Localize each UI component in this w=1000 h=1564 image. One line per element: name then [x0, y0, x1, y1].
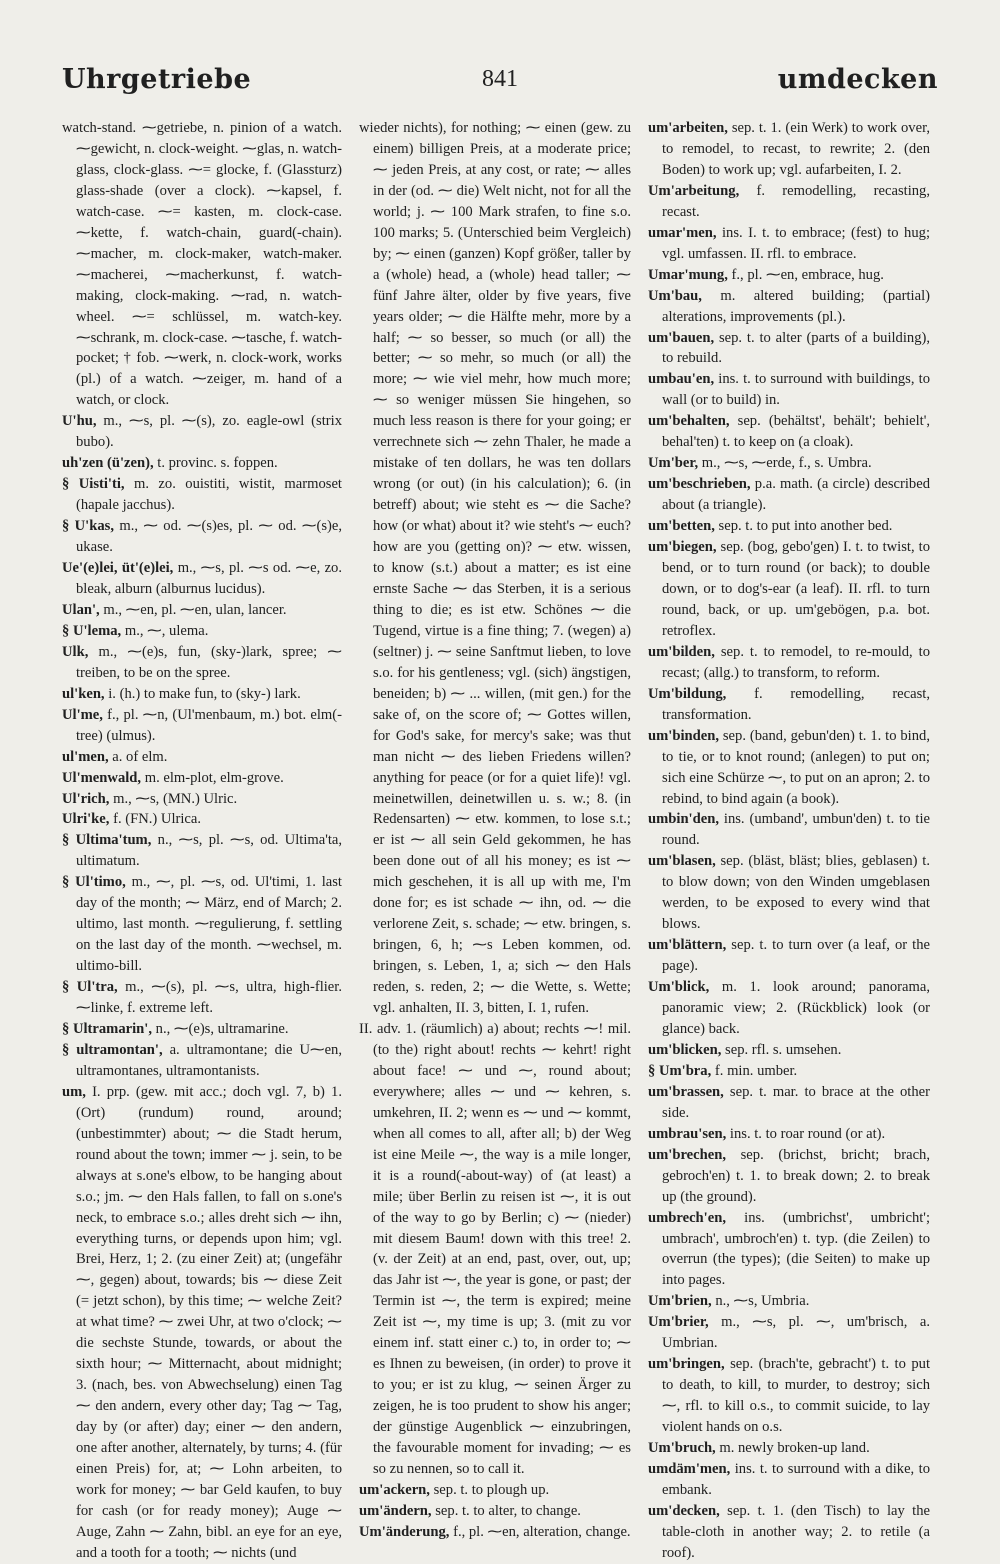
- dictionary-entry: [62, 1082, 342, 1564]
- entry-headword: § Um'bra,: [648, 1062, 712, 1079]
- header-left-word: Uhrgetriebe: [62, 64, 252, 95]
- dictionary-entry: [62, 118, 342, 411]
- column-right: [648, 118, 931, 1561]
- entry-definition: n., ⁓s, pl. ⁓s, od. Ultima'ta, ultimatum.: [76, 832, 343, 870]
- entry-headword: Ul'menwald,: [62, 769, 142, 786]
- dictionary-entry: [359, 1501, 631, 1522]
- dictionary-entry: [648, 1082, 930, 1124]
- entry-headword: Umar'mung,: [648, 266, 728, 283]
- entry-definition: II. adv. 1. (räumlich) a) about; rechts ⁓! mil. (to the) right about! rechts ⁓ kehrt! right about face! ⁓ und ⁓, round about; everywhere; alles ⁓ und ⁓ kehren, s. umkehren, II. 2; wenn es ⁓ und ⁓ kommt, when all comes to all, after all; b) der Weg ist eine Meile ⁓, the way is a mile longer, it is a round(-about-way) of (at least) a mile; über Berlin zu reisen ist ⁓, it is out of the way to go by Berlin; c) ⁓ (nieder) mit diesem Baum! down with this tree! 2. (v. der Zeit) at an end, past, over, out, up; das Jahr ist ⁓, the year is gone, or past; der Termin ist ⁓, the term is expired; meine Zeit ist ⁓, my time is up; 3. (mit zu vor einem inf. statt einer c.) to, in order to; ⁓ es Ihnen zu beweisen, (in order) to prove it to you; er ist zu klug, ⁓ seinen Ärger zu zeigen, he is too prudent to show his anger; der günstige Augenblick ⁓ einzubringen, the favourable moment for invading; ⁓ es so zu nennen, so to call it.: [359, 1020, 631, 1477]
- dictionary-entry: [648, 181, 930, 223]
- dictionary-entry: [62, 789, 342, 810]
- dictionary-entry: [62, 830, 342, 872]
- entry-headword: umbin'den,: [648, 811, 719, 828]
- entry-headword: Um'ber,: [648, 455, 699, 472]
- entry-definition: watch-stand. ⁓getriebe, n. pinion of a watch. ⁓gewicht, n. clock-weight. ⁓glas, n. watch-glass, clock-glass. ⁓= glocke, f. (Glassturz) glass-shade (over a clock). ⁓kapsel, f. watch-case. ⁓= kasten, m. clock-case. ⁓kette, f. watch-chain, guard(-chain). ⁓macher, m. clock-maker, watch-maker. ⁓macherei, ⁓macherkunst, f. watch-making, clock-making. ⁓rad, n. watch-wheel. ⁓= schlüssel, m. watch-key. ⁓schrank, m. clock-case. ⁓tasche, f. watch-pocket; † fob. ⁓werk, n. clock-work, works (pl.) of a watch. ⁓zeiger, m. hand of a watch, or clock.: [62, 120, 342, 409]
- entry-headword: um'biegen,: [648, 539, 717, 556]
- entry-headword: um'betten,: [648, 518, 715, 535]
- entry-definition: ins. t. to surround with buildings, to wall (or to build) in.: [662, 371, 931, 409]
- entry-headword: umar'men,: [648, 224, 717, 241]
- entry-definition: m. zo. ouistiti, wistit, marmoset (hapale jacchus).: [76, 476, 342, 514]
- dictionary-entry: [648, 328, 930, 370]
- entry-definition: sep. t. 1. (ein Werk) to work over, to remodel, to recast, to rewrite; 2. (den Boden) to work up; vgl. aufarbeiten, I. 2.: [662, 120, 931, 178]
- entry-definition: ins. t. to roar round (or at).: [729, 1125, 886, 1142]
- entry-definition: n., ⁓(e)s, ultramarine.: [155, 1020, 289, 1037]
- entry-headword: Ulri'ke,: [62, 811, 110, 828]
- entry-headword: uh'zen (ü'zen),: [62, 455, 154, 472]
- dictionary-entry: [62, 747, 342, 768]
- dictionary-entry: [62, 1019, 342, 1040]
- entry-headword: umbau'en,: [648, 371, 715, 388]
- entry-headword: § Uisti'ti,: [62, 476, 125, 493]
- entry-headword: um'brechen,: [648, 1146, 726, 1163]
- entry-headword: um'decken,: [648, 1502, 720, 1519]
- dictionary-entry: [62, 1040, 342, 1082]
- entry-definition: f., pl. ⁓en, embrace, hug.: [731, 266, 884, 283]
- dictionary-entry: [359, 118, 631, 1019]
- dictionary-entry: [648, 726, 930, 810]
- entry-definition: sep. t. to turn over (a leaf, or the page).: [662, 937, 931, 975]
- entry-headword: Ue'(e)lei, üt'(e)lei,: [62, 560, 174, 577]
- dictionary-entry: [62, 768, 342, 789]
- dictionary-entry: [62, 516, 342, 558]
- dictionary-entry: [648, 1040, 930, 1061]
- entry-definition: f. remodelling, recast, transformation.: [662, 685, 930, 723]
- dictionary-entry: [648, 809, 930, 851]
- entry-definition: sep. (bläst, bläst; blies, geblasen) t. to blow down; von den Winden umgeblasen werden, to be exposed to every wind that blows.: [662, 853, 930, 933]
- dictionary-entry: [648, 516, 930, 537]
- entry-definition: a. of elm.: [112, 748, 168, 765]
- dictionary-entry: [648, 1124, 930, 1145]
- dictionary-entry: [648, 223, 930, 265]
- entry-headword: § U'kas,: [62, 518, 114, 535]
- entry-headword: ul'men,: [62, 748, 109, 765]
- entry-headword: um'brassen,: [648, 1083, 724, 1100]
- entry-headword: Um'bau,: [648, 287, 702, 304]
- dictionary-entry: [359, 1019, 631, 1480]
- entry-definition: m., ⁓(s), pl. ⁓s, ultra, high-flier. ⁓linke, f. extreme left.: [76, 979, 342, 1017]
- entry-headword: Ul'me,: [62, 706, 103, 723]
- entry-headword: um'arbeiten,: [648, 120, 728, 136]
- entry-headword: um'blättern,: [648, 937, 727, 954]
- entry-headword: Ulk,: [62, 643, 89, 660]
- entry-headword: um'binden,: [648, 727, 719, 744]
- entry-definition: sep. t. to alter, to change.: [435, 1502, 581, 1519]
- entry-definition: f., pl. ⁓en, alteration, change.: [453, 1523, 631, 1540]
- entry-headword: § U'lema,: [62, 622, 122, 639]
- entry-definition: sep. (behältst', behält'; behielt', behal'ten) t. to keep on (a cloak).: [662, 413, 930, 451]
- entry-headword: U'hu,: [62, 413, 97, 430]
- entry-headword: um'ackern,: [359, 1481, 430, 1498]
- dictionary-entry: [648, 1354, 930, 1438]
- entry-definition: i. (h.) to make fun, to (sky-) lark.: [108, 685, 301, 702]
- entry-headword: um'bilden,: [648, 643, 715, 660]
- dictionary-entry: [648, 1501, 930, 1564]
- dictionary-entry: [359, 1480, 631, 1501]
- dictionary-entry: [648, 1145, 930, 1208]
- entry-definition: sep. rfl. s. umsehen.: [725, 1041, 842, 1058]
- entry-definition: m., ⁓s, pl. ⁓s od. ⁓e, zo. bleak, alburn (alburnus lucidus).: [76, 560, 343, 597]
- dictionary-entry: [648, 1061, 930, 1082]
- page-number: 841: [482, 66, 518, 92]
- header-right-word: umdecken: [777, 64, 938, 95]
- dictionary-entry: [648, 1312, 930, 1354]
- dictionary-entry: [648, 851, 930, 935]
- entry-headword: Um'brien,: [648, 1293, 712, 1310]
- entry-definition: m., ⁓s, pl. ⁓(s), zo. eagle-owl (strix bubo).: [76, 413, 342, 451]
- dictionary-entry: [648, 265, 930, 286]
- dictionary-entry: [648, 286, 930, 328]
- entry-definition: m., ⁓, ulema.: [124, 622, 209, 639]
- dictionary-entry: [62, 642, 342, 684]
- dictionary-entry: [62, 411, 342, 453]
- entry-definition: ins. t. to surround with a dike, to embank.: [662, 1461, 930, 1498]
- entry-definition: m., ⁓s, pl. ⁓, um'brisch, a. Umbrian.: [662, 1314, 930, 1352]
- entry-headword: um,: [62, 1083, 86, 1100]
- entry-definition: m., ⁓ od. ⁓(s)es, pl. ⁓ od. ⁓(s)e, ukase.: [76, 518, 343, 556]
- entry-definition: sep. t. to alter (parts of a building), to rebuild.: [662, 329, 931, 367]
- entry-definition: sep. t. mar. to brace at the other side.: [662, 1083, 930, 1121]
- entry-definition: m., ⁓, pl. ⁓s, od. Ul'timi, 1. last day of the month; ⁓ März, end of March; 2. ultimo, last month. ⁓regulierung, f. settling on the last day of the month. ⁓wechsel, m. ultimo-bill.: [76, 874, 342, 975]
- entry-headword: Um'arbeitung,: [648, 182, 740, 199]
- dictionary-entry: [62, 558, 342, 600]
- entry-definition: I. prp. (gew. mit acc.; doch vgl. 7, b) 1. (Ort) (rundum) round, around; (unbestimmter) about; ⁓ die Stadt herum, round about the town; immer ⁓ j. sein, to be always at s.one's elbow, to be hanging about s.o.; jm. ⁓ den Hals fallen, to fall on s.one's neck, to embrace s.o.; alles dreht sich ⁓ ihn, everything turns, or depends upon him; vgl. Brei, Herz, 1; 2. (zu einer Zeit) at; (ungefähr ⁓, gegen) about, towards; bis ⁓ diese Zeit (= jetzt schon), by this time; ⁓ welche Zeit? at what time? ⁓ zwei Uhr, at two o'clock; ⁓ die sechste Stunde, towards, or about the sixth hour; ⁓ Mitternacht, about midnight; 3. (nach, bes. von Abwechselung) einen Tag ⁓ den andern, every other day; Tag ⁓ Tag, day by (or after) day; einer ⁓ den andern, one after another, alternately, by turns; 4. (für einen Preis) for, at; ⁓ Lohn arbeiten, to work for money; ⁓ bar Geld kaufen, to buy for cash (or for ready money); Auge ⁓ Auge, Zahn ⁓ Zahn, bibl. an eye for an eye, and a tooth for a tooth; ⁓ nichts (und: [76, 1083, 342, 1561]
- column-middle: [359, 118, 631, 1540]
- entry-headword: § ultramontan',: [62, 1041, 163, 1058]
- dictionary-entry: [62, 872, 342, 977]
- dictionary-entry: [648, 537, 930, 642]
- entry-definition: m., ⁓(e)s, fun, (sky-)lark, spree; ⁓ treiben, to be on the spree.: [76, 643, 342, 681]
- dictionary-entry: [648, 1438, 930, 1459]
- entry-definition: ins. I. t. to embrace; (fest) to hug; vgl. umfassen. II. rfl. to embrace.: [662, 224, 930, 262]
- dictionary-entry: [62, 977, 342, 1019]
- entry-definition: sep. t. to put into another bed.: [718, 518, 893, 535]
- dictionary-entry: [62, 474, 342, 516]
- entry-definition: n., ⁓s, Umbria.: [715, 1293, 810, 1310]
- dictionary-entry: [648, 684, 930, 726]
- entry-headword: umdäm'men,: [648, 1461, 731, 1477]
- entry-definition: sep. (brichst, bricht; brach, gebroch'en) t. 1. to break down; 2. to break up (the ground).: [662, 1146, 930, 1205]
- column-left: [62, 118, 343, 1561]
- entry-definition: sep. (bog, gebo'gen) I. t. to twist, to bend, or to turn round (or back); to double down, or to dog's-ear (a leaf). II. rfl. to turn round, back, or up. um'gebögen, p.a. bot. retroflex.: [662, 539, 930, 639]
- dictionary-entry: [62, 705, 342, 747]
- page-header: [62, 60, 938, 110]
- entry-headword: um'blasen,: [648, 853, 716, 870]
- dictionary-entry: [62, 684, 342, 705]
- entry-headword: Ul'rich,: [62, 790, 110, 807]
- entry-definition: f., pl. ⁓n, (Ul'menbaum, m.) bot. elm(-tree) (ulmus).: [76, 706, 342, 744]
- entry-headword: § Ul'tra,: [62, 979, 118, 996]
- entry-headword: Um'bruch,: [648, 1440, 716, 1457]
- dictionary-entry: [648, 369, 930, 411]
- dictionary-entry: [648, 642, 930, 684]
- entry-headword: § Ul'timo,: [62, 874, 126, 891]
- dictionary-entry: [62, 453, 342, 474]
- entry-definition: ins. (umbrichst', umbricht'; umbrach', umbroch'en) t. typ. (die Zeilen) to overrun (the types); (die Seiten) to make up into pages.: [662, 1209, 930, 1289]
- entry-headword: um'blicken,: [648, 1041, 722, 1058]
- entry-headword: umbrau'sen,: [648, 1125, 727, 1142]
- dictionary-entry: [648, 453, 930, 474]
- dictionary-entry: [359, 1522, 631, 1543]
- entry-definition: m., ⁓s, ⁓erde, f., s. Umbra.: [701, 455, 872, 472]
- dictionary-entry: [62, 809, 342, 830]
- entry-definition: sep. t. 1. (den Tisch) to lay the table-cloth in another way; 2. to retile (a roof).: [662, 1502, 930, 1561]
- entry-definition: sep. (brach'te, gebracht') t. to put to death, to kill, to murder, to destroy; sich ⁓, rfl. to kill o.s., to commit suicide, to lay violent hands on o.s.: [662, 1356, 930, 1436]
- entry-definition: a. ultramontane; die U⁓en, ultramontanes, ultramontanists.: [76, 1041, 343, 1079]
- dictionary-entry: [648, 1459, 930, 1501]
- entry-definition: f. (FN.) Ulrica.: [113, 811, 202, 828]
- entry-headword: § Ultima'tum,: [62, 832, 152, 849]
- entry-definition: sep. t. to plough up.: [433, 1481, 550, 1498]
- dictionary-entry: [62, 600, 342, 621]
- entry-definition: m. newly broken-up land.: [719, 1440, 870, 1457]
- dictionary-entry: [648, 474, 930, 516]
- entry-headword: ul'ken,: [62, 685, 105, 702]
- entry-headword: Um'änderung,: [359, 1523, 450, 1540]
- entry-headword: Um'brier,: [648, 1314, 709, 1331]
- entry-headword: umbrech'en,: [648, 1209, 726, 1226]
- dictionary-entry: [62, 621, 342, 642]
- entry-headword: um'beschrieben,: [648, 476, 751, 493]
- entry-headword: Um'bildung,: [648, 685, 727, 702]
- entry-definition: m. altered building; (partial) alterations, improvements (pl.).: [662, 287, 930, 325]
- dictionary-entry: [648, 935, 930, 977]
- entry-definition: m., ⁓en, pl. ⁓en, ulan, lancer.: [103, 601, 287, 618]
- entry-definition: m., ⁓s, (MN.) Ulric.: [113, 790, 238, 807]
- dictionary-entry: [648, 118, 930, 181]
- entry-headword: Ulan',: [62, 601, 100, 618]
- entry-headword: § Ultramarin',: [62, 1020, 152, 1037]
- dictionary-entry: [648, 1208, 930, 1292]
- entry-definition: p.a. math. (a circle) described about (a triangle).: [662, 476, 930, 514]
- entry-definition: t. provinc. s. foppen.: [157, 455, 278, 472]
- entry-definition: wieder nichts), for nothing; ⁓ einen (gew. zu einem) billigen Preis, at a moderate price; ⁓ jeden Preis, at any cost, or rate; ⁓ alles in der (od. ⁓ die) Welt nicht, not for all the world; j. ⁓ 100 Mark strafen, to fine s.o. 100 marks; 5. (Unterschied beim Vergleich) by; ⁓ einen (ganzen) Kopf größer, taller by a (whole) head, a (whole) head taller; ⁓ fünf Jahre älter, older by five years, five years older; ⁓ die Hälfte mehr, more by a half; ⁓ so besser, so much (or all) the better; ⁓ so mehr, so much (or all) the more; ⁓ wie viel mehr, how much more; ⁓ so weniger müssen Sie hingehen, so much less reason is there for your going; er verrechnete sich ⁓ zehn Thaler, he made a mistake of ten dollars, he was ten dollars wrong (or out) (in his calculation); 6. (in betreff) about; wie steht es ⁓ die Sache? how (or what) about it? wie steht's ⁓ euch? how are you (getting on)? ⁓ etw. wissen, to know (s.t.) about a matter; es ist eine ernste Sache ⁓ das Sterben, it is a serious thing to die; es ist etw. Schönes ⁓ die Tugend, virtue is a fine thing; 7. (wegen) a) (seltner) j. ⁓ seine Sanftmut lieben, to love s.o. for his gentleness; vgl. (sich) ängstigen, beneiden; b) ⁓ ... willen, (mit gen.) for the sake of, on the score of; ⁓ Gottes willen, for God's sake, for mercy's sake; was thut man nicht ⁓ des lieben Friedens willen? anything for peace (or for a quiet life)! vgl. meinetwillen, deinetwillen u. s. w.; 8. (in Redensarten) ⁓ etw. kommen, to lose s.t.; er ist ⁓ all sein Geld gekommen, he has been done out of all his money; es ist ⁓ mich geschehen, it is all up with me, I'm done for; es ist schade ⁓ ihn, od. ⁓ die verlorene Zeit, s. schade; ⁓ etw. bringen, s. bringen, 6, h; ⁓s Leben kommen, od. bringen, s. Leben, 1, a; sich ⁓ den Hals reden, s. reden, 2; ⁓ die Wette, s. Wette; vgl. anhalten, II. 3, bitten, I. 1, rufen.: [359, 120, 631, 1017]
- entry-headword: um'ändern,: [359, 1502, 432, 1519]
- entry-headword: um'bauen,: [648, 329, 715, 346]
- dictionary-entry: [648, 411, 930, 453]
- entry-definition: sep. t. to remodel, to re-mould, to recast; (allg.) to transform, to reform.: [662, 643, 930, 681]
- entry-headword: um'bringen,: [648, 1356, 725, 1373]
- entry-definition: sep. (band, gebun'den) t. 1. to bind, to tie, or to knot round; (anlegen) to put on; sich eine Schürze ⁓, to put on an apron; 2. to rebind, to bind again (a book).: [662, 727, 930, 807]
- entry-definition: ins. (umband', umbun'den) t. to tie round.: [662, 811, 930, 849]
- entry-definition: m. elm-plot, elm-grove.: [144, 769, 284, 786]
- entry-headword: um'behalten,: [648, 413, 730, 430]
- dictionary-entry: [648, 1291, 930, 1312]
- dictionary-entry: [648, 977, 930, 1040]
- entry-definition: f. min. umber.: [714, 1062, 798, 1079]
- entry-headword: Um'blick,: [648, 979, 710, 996]
- entry-definition: f. remodelling, recasting, recast.: [662, 182, 930, 220]
- entry-definition: m. 1. look around; panorama, panoramic view; 2. (Rückblick) look (or glance) back.: [662, 979, 930, 1037]
